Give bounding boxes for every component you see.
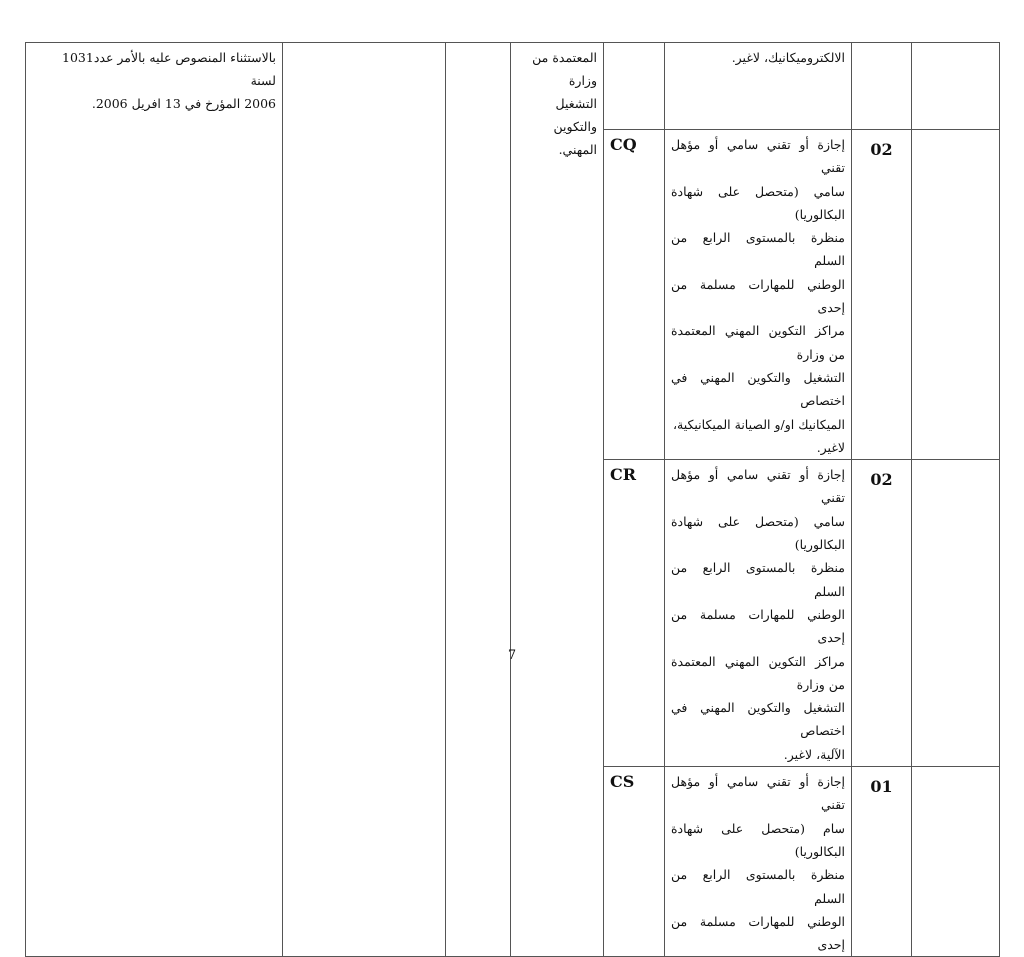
number-cell: 02 bbox=[852, 460, 912, 767]
code-cell: CR bbox=[604, 460, 665, 767]
table-cell-empty bbox=[446, 43, 511, 957]
page-number: 7 bbox=[507, 648, 517, 663]
document-table bbox=[25, 42, 1000, 957]
description-cell: إجازة أو تقني سامي أو مؤهل تقني سامي (متحصل على شهادة البكالوريا) منظرة بالمستوى الرابع من السلم الوطني للمهارات مسلمة من إحدى مراكز التكوين المهني المعتمدة من وزارة التشغيل والتكوين المهني في اختصاص الميكانيك او/و الصيانة الميكانيكية، لاغير. bbox=[665, 130, 852, 460]
code-cell bbox=[604, 43, 665, 130]
table-cell-empty bbox=[912, 767, 1000, 957]
table-row bbox=[26, 43, 1000, 130]
table-cell-empty bbox=[912, 460, 1000, 767]
description-cell: إجازة أو تقني سامي أو مؤهل تقني سامي (متحصل على شهادة البكالوريا) منظرة بالمستوى الرابع من السلم الوطني للمهارات مسلمة من إحدى مراكز التكوين المهني المعتمدة من وزارة التشغيل والتكوين المهني في اختصاص الآلية، لاغير. bbox=[665, 460, 852, 767]
description-cell: إجازة أو تقني سامي أو مؤهل تقني سام (متحصل على شهادة البكالوريا) منظرة بالمستوى الرابع من السلم الوطني للمهارات مسلمة من إحدى bbox=[665, 767, 852, 957]
table-cell-empty bbox=[912, 130, 1000, 460]
code-cell: CQ bbox=[604, 130, 665, 460]
exception-cell: بالاستثناء المنصوص عليه بالأمر عدد1031 لسنة 2006 المؤرخ في 13 افريل 2006. bbox=[26, 43, 283, 957]
table-cell-empty bbox=[912, 43, 1000, 130]
number-cell: 02 bbox=[852, 130, 912, 460]
description-cell: الالكتروميكانيك، لاغير. bbox=[665, 43, 852, 130]
number-cell: 01 bbox=[852, 767, 912, 957]
table-cell-empty bbox=[283, 43, 446, 957]
number-cell bbox=[852, 43, 912, 130]
code-cell: CS bbox=[604, 767, 665, 957]
ministry-cell: المعتمدة من وزارة التشغيل والتكوين المهني. bbox=[511, 43, 604, 957]
